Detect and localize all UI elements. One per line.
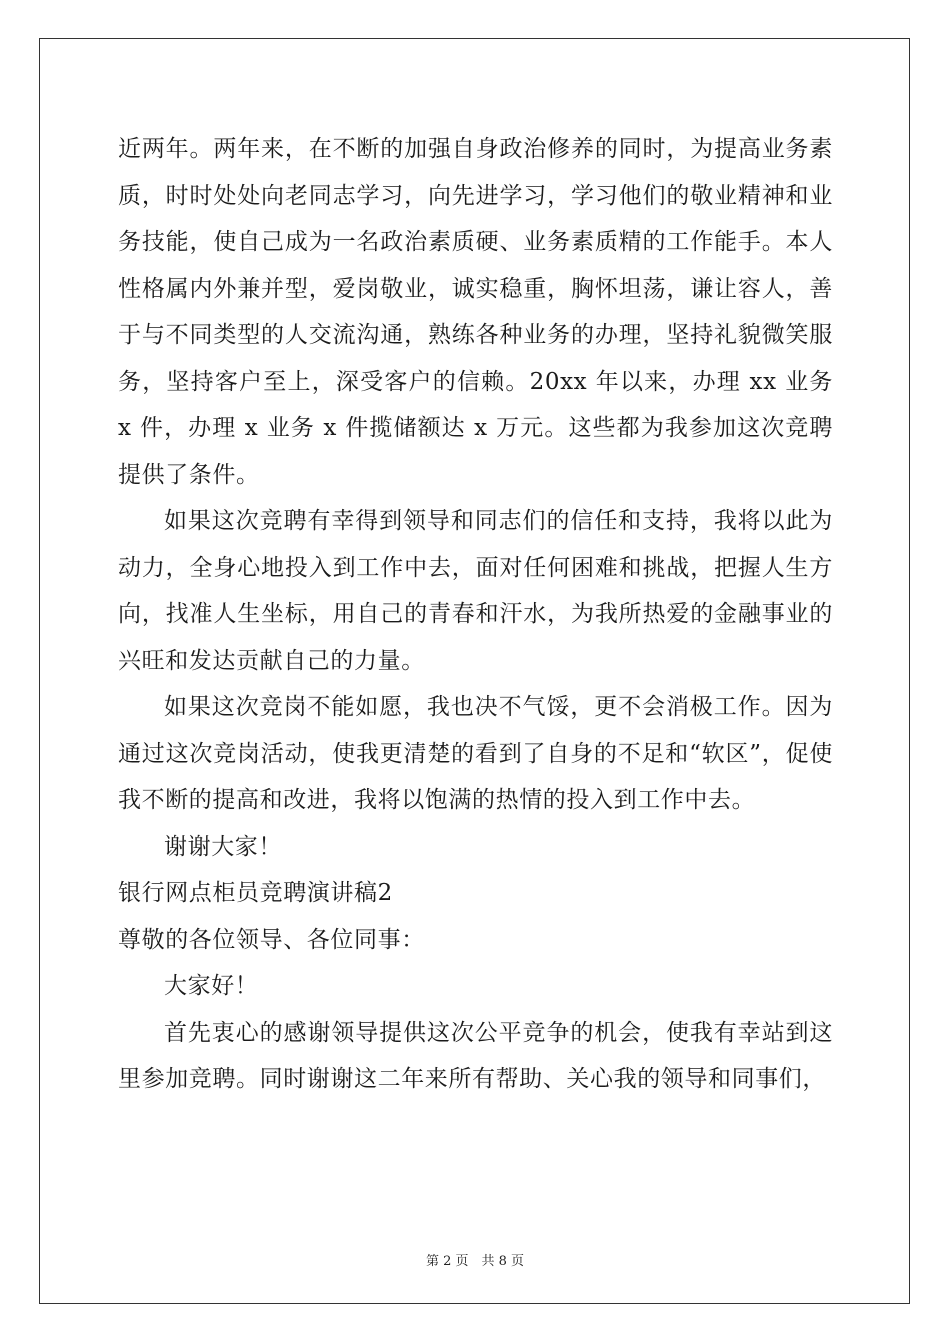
paragraph: 如果这次竞岗不能如愿，我也决不气馁，更不会消极工作。因为通过这次竞岗活动，使我更清楚的看到了自身的不足和“软区”，促使我不断的提高和改进，我将以饱满的热情的投入到工作中去。 xyxy=(118,694,833,813)
paragraph: 首先衷心的感谢领导提供这次公平竞争的机会，使我有幸站到这里参加竞聘。同时谢谢这二年来所有帮助、关心我的领导和同事们， xyxy=(118,1019,833,1092)
section-title: 银行网点柜员竞聘演讲稿2 xyxy=(118,880,393,906)
document-body xyxy=(118,126,833,1103)
paragraph: 如果这次竞聘有幸得到领导和同志们的信任和支持，我将以此为动力，全身心地投入到工作中去，面对任何困难和挑战，把握人生方向，找准人生坐标，用自己的青春和汗水，为我所热爱的金融事业的兴旺和发达贡献自己的力量。 xyxy=(118,508,833,674)
salutation: 尊敬的各位领导、各位同事： xyxy=(118,926,425,953)
greeting: 大家好！ xyxy=(164,973,259,999)
paragraph: 谢谢大家！ xyxy=(164,833,282,860)
page-number: 第 2 页 共 8 页 xyxy=(425,1254,525,1269)
paragraph: 近两年。两年来，在不断的加强自身政治修养的同时，为提高业务素质，时时处处向老同志学习，向先进学习，学习他们的敬业精神和业务技能，使自己成为一名政治素质硬、业务素质精的工作能手。本人性格属内外兼并型，爱岗敬业，诚实稳重，胸怀坦荡，谦让容人，善于与不同类型的人交流沟通，熟练各种业务的办理，坚持礼貌微笑服务，坚持客户至上，深受客户的信赖。20xx 年以来，办理 xx 业务 x 件，办理 x 业务 x 件揽储额达 x 万元。这些都为我参加这次竞聘提供了条件。 xyxy=(118,136,833,488)
